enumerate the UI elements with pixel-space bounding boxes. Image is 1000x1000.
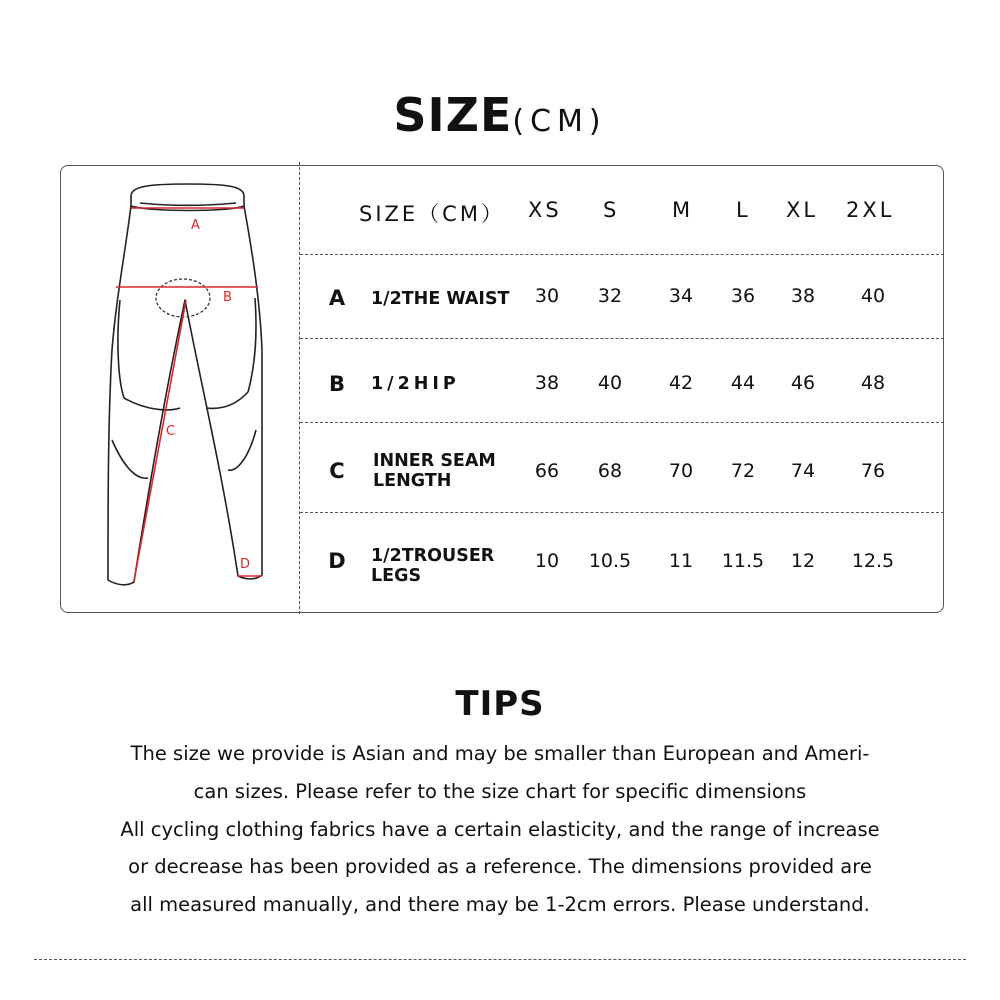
label-d: D — [240, 557, 251, 572]
row-letter-d: D — [328, 549, 346, 573]
row-divider — [300, 422, 944, 423]
table-cell: 44 — [730, 372, 756, 394]
row-divider — [300, 512, 944, 513]
table-cell: 10 — [534, 550, 560, 572]
table-cell: 32 — [597, 285, 623, 307]
panel-seam — [112, 440, 148, 478]
table-cell: 68 — [597, 460, 623, 482]
panel-seam — [124, 398, 180, 410]
waistband-seam — [140, 203, 236, 205]
table-cell: 34 — [668, 285, 694, 307]
row-letter-c: C — [329, 459, 345, 483]
label-c: C — [166, 424, 176, 439]
panel-seam — [228, 430, 256, 470]
tips-line: All cycling clothing fabrics have a certain elasticity, and the range of increase — [120, 818, 880, 841]
tips-line: all measured manually, and there may be 1-2cm errors. Please understand. — [130, 893, 870, 916]
row-letter-a: A — [328, 286, 346, 310]
panel-seam — [248, 298, 256, 392]
pants-diagram — [95, 178, 285, 598]
table-cell: 74 — [790, 460, 816, 482]
row-label-d: 1/2TROUSER LEGS — [371, 546, 495, 586]
waistband-outline — [131, 184, 244, 211]
row-divider — [300, 338, 944, 339]
header-size-2xl: 2XL — [846, 198, 895, 222]
row-label-c: INNER SEAM LENGTH — [373, 451, 496, 491]
title-unit: (CM) — [512, 104, 607, 139]
tips-line: The size we provide is Asian and may be smaller than European and Ameri- — [130, 742, 870, 765]
column-divider — [299, 162, 300, 614]
row-label-a: 1/2THE WAIST — [371, 289, 510, 309]
label-b: B — [223, 290, 232, 305]
table-cell: 72 — [730, 460, 756, 482]
row-divider — [300, 254, 944, 255]
table-cell: 38 — [534, 372, 560, 394]
table-cell: 11.5 — [721, 550, 765, 572]
table-cell: 12.5 — [851, 550, 895, 572]
table-cell: 66 — [534, 460, 560, 482]
header-size-label: SIZE（CM） — [359, 202, 505, 226]
row-label-b: 1/2HIP — [371, 374, 460, 394]
table-cell: 40 — [597, 372, 623, 394]
table-cell: 36 — [730, 285, 756, 307]
table-cell: 40 — [860, 285, 886, 307]
measure-line-c — [134, 300, 186, 581]
tips-line: can sizes. Please refer to the size chart for specific dimensions — [193, 780, 807, 803]
title-main: SIZE — [393, 88, 513, 142]
table-cell: 48 — [860, 372, 886, 394]
panel-seam — [206, 392, 248, 408]
page-title — [0, 88, 1000, 142]
header-size-xl: XL — [786, 198, 819, 222]
table-cell: 46 — [790, 372, 816, 394]
label-a: A — [191, 218, 200, 233]
bottom-divider — [34, 959, 966, 960]
table-cell: 70 — [668, 460, 694, 482]
header-size-m: M — [672, 198, 694, 222]
table-cell: 76 — [860, 460, 886, 482]
panel-seam — [118, 300, 124, 398]
header-size-xs: XS — [528, 198, 562, 222]
table-cell: 42 — [668, 372, 694, 394]
table-cell: 30 — [534, 285, 560, 307]
header-size-l: L — [736, 198, 751, 222]
table-cell: 38 — [790, 285, 816, 307]
pants-outline — [108, 206, 262, 585]
table-cell: 10.5 — [588, 550, 632, 572]
tips-title: TIPS — [455, 684, 545, 724]
header-size-s: S — [603, 198, 620, 222]
table-cell: 12 — [790, 550, 816, 572]
tips-line: or decrease has been provided as a reference. The dimensions provided are — [128, 855, 872, 878]
row-letter-b: B — [328, 372, 345, 396]
table-cell: 11 — [668, 550, 694, 572]
